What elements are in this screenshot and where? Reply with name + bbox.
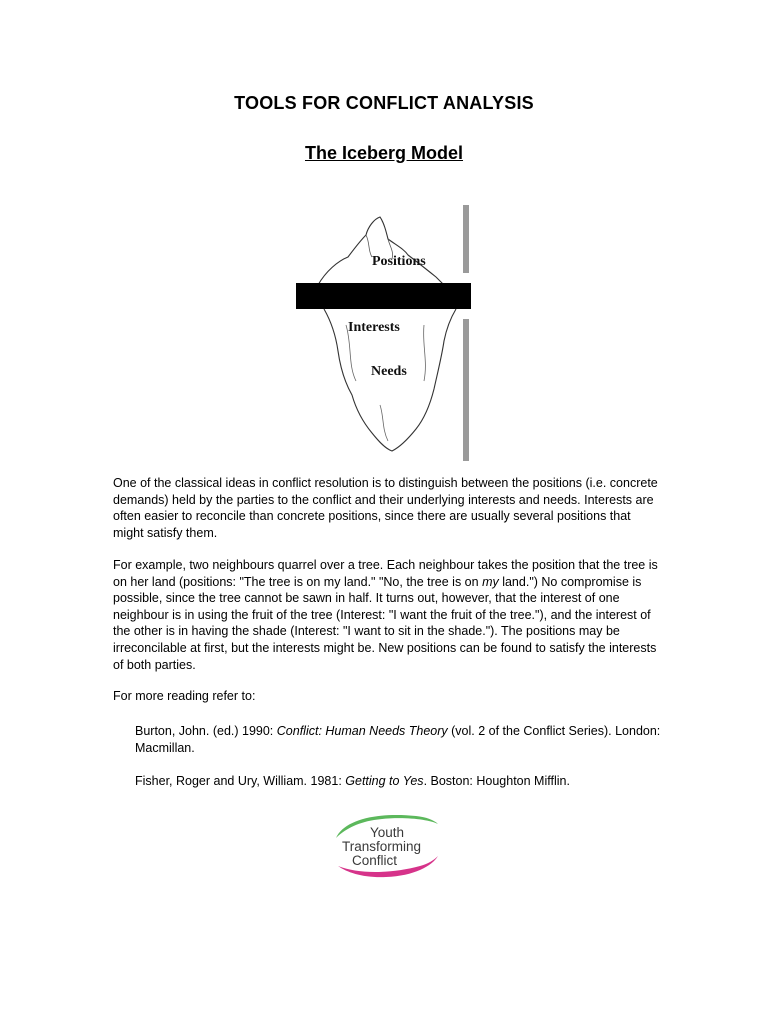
reference-title: Getting to Yes xyxy=(345,774,424,788)
reference-item xyxy=(135,723,665,756)
depth-bar xyxy=(463,205,469,273)
logo-line-3: Conflict xyxy=(352,853,398,868)
document-title: TOOLS FOR CONFLICT ANALYSIS xyxy=(234,93,534,113)
reference-publisher: . Boston: Houghton Mifflin. xyxy=(423,774,570,788)
reference-item xyxy=(135,773,665,790)
interests-label: Interests xyxy=(348,320,400,335)
paragraph-positions-interests: One of the classical ideas in conflict resolution is to distinguish between the positions (i.e. concrete demands) held by the parties to the conflict and their underlying interests and needs. Interests are often easier to reconcile than concrete positions, since there are usually several positions that might satisfy them. xyxy=(113,476,658,540)
youth-transforming-conflict-logo xyxy=(330,810,442,880)
iceberg-tip xyxy=(318,217,444,285)
reference-author: Burton, John. (ed.) 1990: xyxy=(135,724,277,738)
reference-author: Fisher, Roger and Ury, William. 1981: xyxy=(135,774,346,788)
water-line xyxy=(296,283,471,309)
needs-label: Needs xyxy=(371,364,407,379)
logo-line-1: Youth xyxy=(370,825,405,840)
logo-line-2: Transforming xyxy=(342,839,422,854)
paragraph-example-part1: For example, two neighbours quarrel over a tree. Each neighbour takes the position that the tree is on her land (positions: "The tree is on my land." "No, the tree is on xyxy=(113,558,658,589)
reference-title: Conflict: Human Needs Theory xyxy=(276,724,448,738)
paragraph-reading-intro: For more reading refer to: xyxy=(113,689,256,703)
reference-publisher: (vol. 2 of the Conflict Series). London: Macmillan. xyxy=(135,724,661,755)
paragraph-example xyxy=(113,557,659,673)
iceberg-diagram xyxy=(296,205,476,463)
positions-label: Positions xyxy=(372,254,426,269)
document-subtitle: The Iceberg Model xyxy=(304,143,464,163)
depth-bar-lower xyxy=(463,319,469,461)
paragraph-example-emphasis: my xyxy=(482,574,499,589)
paragraph-example-part2: land.") No compromise is possible, since the tree cannot be sawn in half. It turns out, however, that the interest of one neighbour is in using the fruit of the tree (Interest: "I want the fruit of the tree."), and the interest of the other is in having the shade (Interest: "I want to sit in the shade."). The positions may be irreconcilable at first, but the interests might be. New positions can be found to satisfy the interests of both parties. xyxy=(113,574,657,672)
